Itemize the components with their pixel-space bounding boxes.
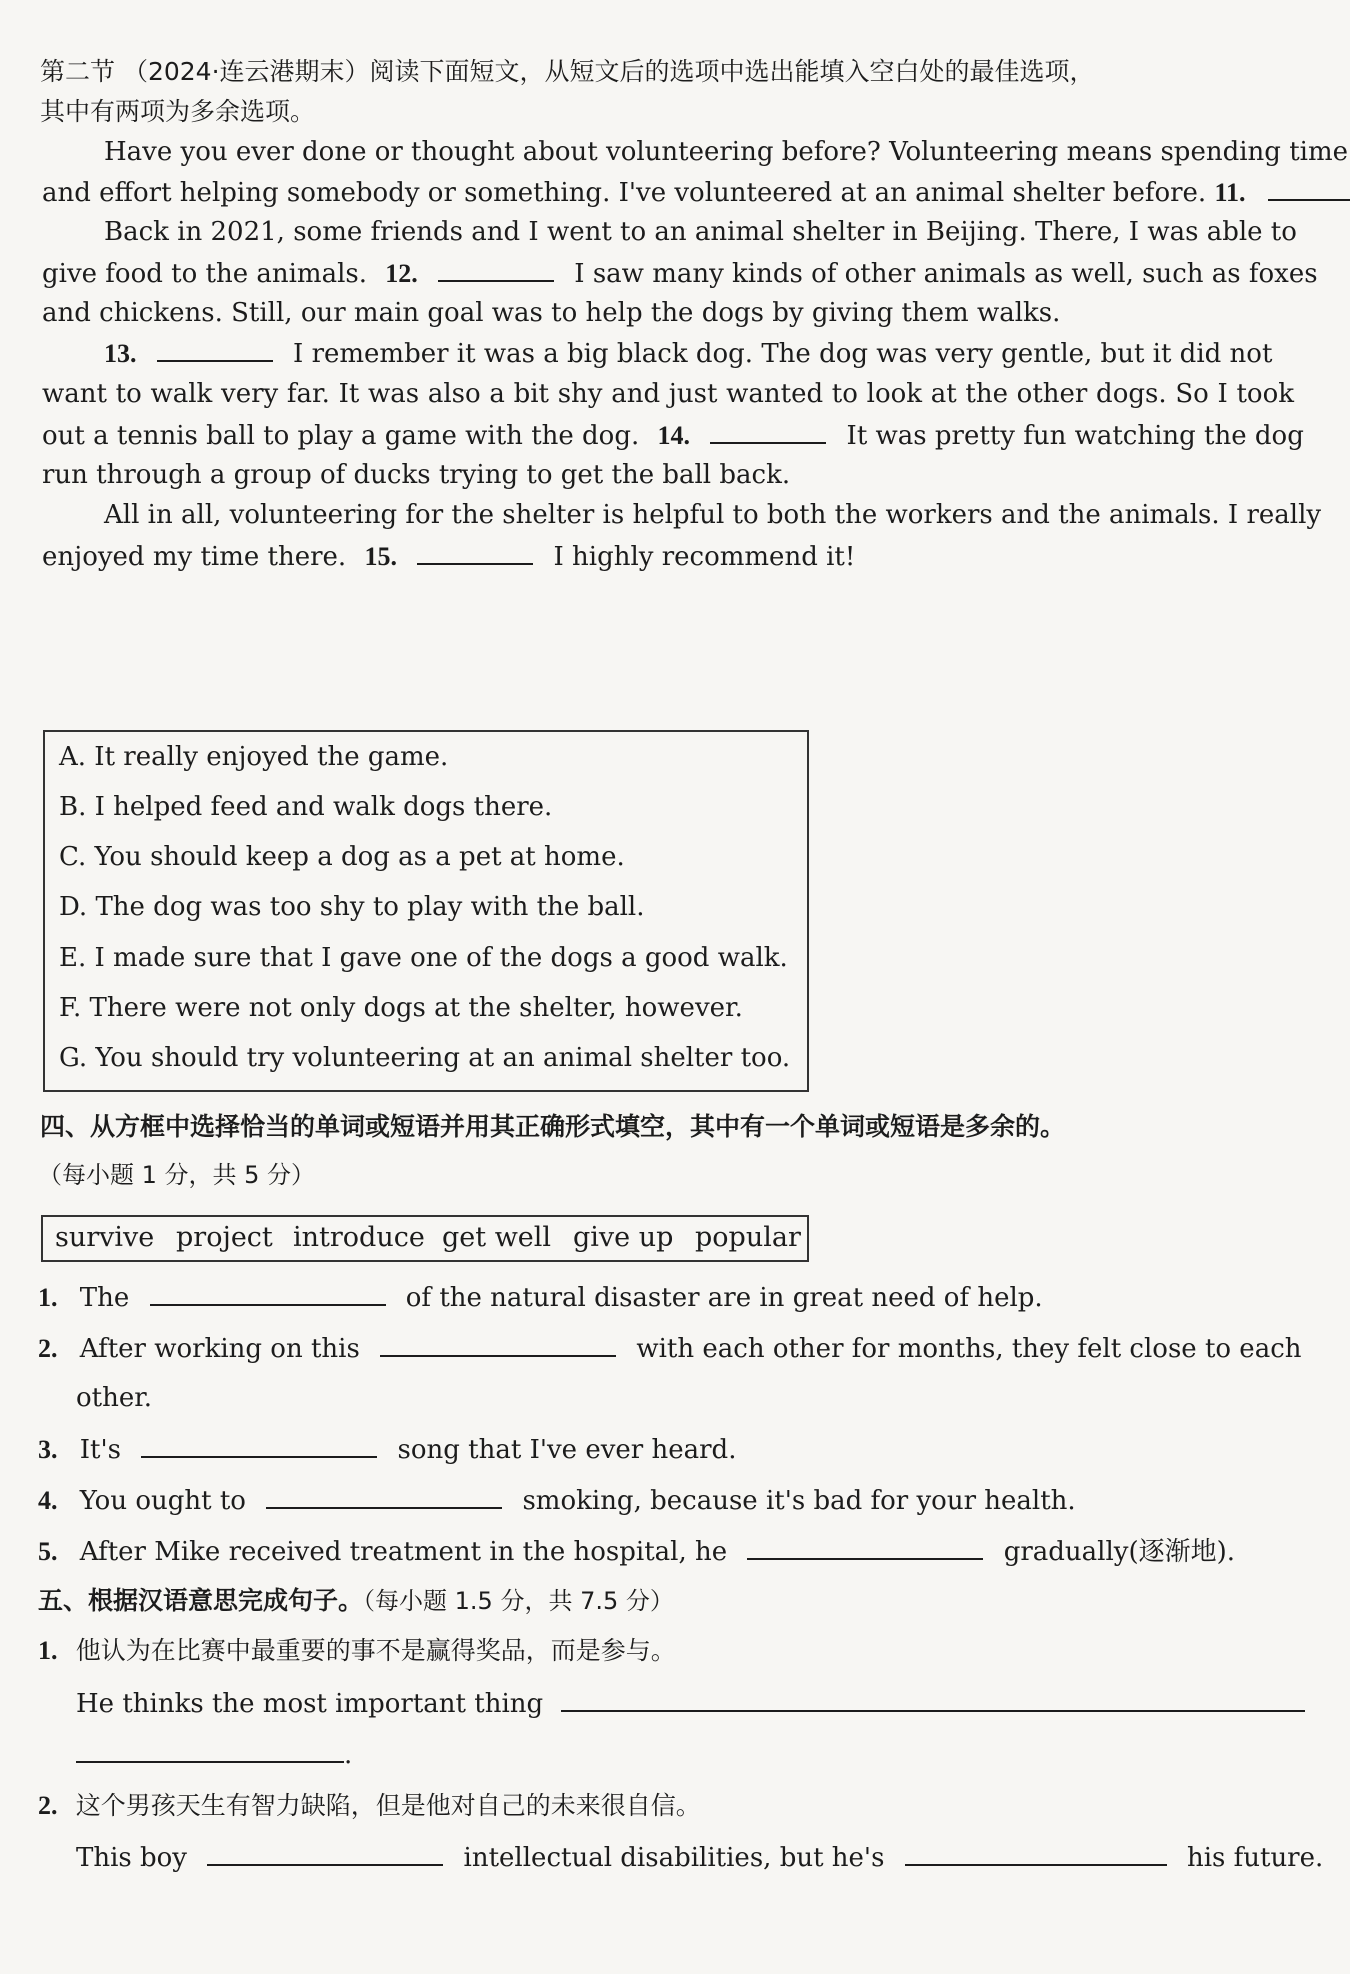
- part4-heading-text: 四、从方框中选择恰当的单词或短语并用其正确形式填空，其中有一个单词或短语是多余的。: [40, 1112, 1066, 1141]
- word-bank-item: project: [176, 1222, 273, 1253]
- passage-line: [42, 458, 790, 492]
- passage-text: I saw many kinds of other animals as well, such as foxes: [574, 259, 1318, 289]
- item-number: 4.: [38, 1486, 58, 1515]
- translate-item-1-en: [76, 1686, 1305, 1721]
- part4-heading: [40, 1110, 1065, 1144]
- question-number: 14.: [657, 421, 691, 450]
- passage-text: All in all, volunteering for the shelter is helpful to both the workers and the animals. I really: [104, 500, 1322, 530]
- answer-blank[interactable]: [266, 1483, 502, 1509]
- passage-line: [104, 336, 1272, 371]
- item-text: gradually(逐渐地).: [1003, 1537, 1236, 1567]
- translate-item-1-cont: [76, 1737, 352, 1772]
- word-bank-item: popular: [695, 1222, 801, 1253]
- item-number: 3.: [38, 1435, 58, 1464]
- translate-item-1: [38, 1634, 676, 1668]
- option-b[interactable]: B. I helped feed and walk dogs there.: [59, 792, 553, 822]
- passage-line: [104, 215, 1297, 249]
- item-text: He thinks the most important thing: [76, 1689, 544, 1719]
- translate-item-2: [38, 1789, 701, 1823]
- passage-line: [104, 498, 1322, 532]
- passage-line: [42, 296, 1060, 330]
- passage-text: enjoyed my time there.: [42, 542, 347, 572]
- item-text: The: [79, 1283, 130, 1313]
- passage-text: Back in 2021, some friends and I went to an animal shelter in Beijing. There, I was able to: [104, 217, 1297, 247]
- passage-text: give food to the animals.: [42, 259, 367, 289]
- item-text: other.: [76, 1383, 153, 1413]
- fill-item-4: [38, 1483, 1076, 1518]
- item-number: 2.: [38, 1791, 58, 1820]
- answer-blank[interactable]: [150, 1280, 386, 1306]
- translate-item-2-en: [76, 1840, 1323, 1875]
- item-text: .: [344, 1740, 353, 1770]
- item-text: It's: [79, 1435, 121, 1465]
- passage-text: I highly recommend it!: [553, 542, 856, 572]
- passage-line: [42, 418, 1304, 453]
- option-a[interactable]: A. It really enjoyed the game.: [59, 742, 449, 772]
- word-bank-box: [41, 1215, 809, 1262]
- item-text: After working on this: [79, 1334, 360, 1364]
- answer-blank-13[interactable]: [157, 336, 273, 362]
- option-c[interactable]: C. You should keep a dog as a pet at home.: [59, 842, 625, 872]
- answer-blank[interactable]: [747, 1534, 983, 1560]
- answer-blank[interactable]: [380, 1331, 616, 1357]
- option-e[interactable]: E. I made sure that I gave one of the dogs a good walk.: [59, 943, 788, 973]
- passage-text: Have you ever done or thought about volunteering before? Volunteering means spending time: [104, 137, 1349, 167]
- answer-blank[interactable]: [207, 1840, 443, 1866]
- item-text: You ought to: [79, 1486, 246, 1516]
- answer-blank[interactable]: [141, 1432, 377, 1458]
- answer-blank[interactable]: [76, 1737, 344, 1763]
- option-d[interactable]: D. The dog was too shy to play with the ball.: [59, 892, 645, 922]
- answer-blank-15[interactable]: [417, 539, 533, 565]
- section-heading: [40, 55, 1095, 89]
- item-number: 1.: [38, 1636, 58, 1665]
- word-bank-item: get well: [442, 1222, 552, 1253]
- word-bank-item: give up: [573, 1222, 674, 1253]
- passage-line: [42, 175, 1350, 210]
- section-heading-cont-text: 其中有两项为多余选项。: [40, 97, 316, 126]
- section-heading-cont: [40, 95, 315, 129]
- part4-score-text: （每小题 1 分，共 5 分）: [38, 1161, 316, 1189]
- answer-blank[interactable]: [905, 1840, 1167, 1866]
- item-text: This boy: [76, 1843, 187, 1873]
- passage-text: I remember it was a big black dog. The dog was very gentle, but it did not: [293, 339, 1273, 369]
- item-text: of the natural disaster are in great need of help.: [405, 1283, 1043, 1313]
- question-number: 12.: [385, 259, 418, 288]
- question-number: 13.: [104, 339, 137, 368]
- item-text: song that I've ever heard.: [397, 1435, 737, 1465]
- question-number: 15.: [364, 542, 397, 571]
- item-text: smoking, because it's bad for your health.: [522, 1486, 1076, 1516]
- item-text: his future.: [1186, 1843, 1324, 1873]
- passage-line: [42, 377, 1294, 411]
- passage-line: [104, 135, 1349, 169]
- question-number: 11.: [1214, 178, 1246, 207]
- part5-heading: [38, 1584, 674, 1618]
- section-heading-text: 第二节 （2024·连云港期末）阅读下面短文，从短文后的选项中选出能填入空白处的最佳选项，: [40, 57, 1095, 86]
- part5-heading-text: 五、根据汉语意思完成句子。: [38, 1586, 364, 1615]
- item-chinese: 这个男孩天生有智力缺陷，但是他对自己的未来很自信。: [75, 1791, 701, 1820]
- item-text: with each other for months, they felt close to each: [636, 1334, 1302, 1364]
- item-chinese: 他认为在比赛中最重要的事不是赢得奖品，而是参与。: [75, 1636, 676, 1665]
- fill-item-5: [38, 1534, 1235, 1569]
- item-number: 1.: [38, 1283, 58, 1312]
- passage-line: [42, 256, 1318, 291]
- option-f[interactable]: F. There were not only dogs at the shelter, however.: [59, 993, 743, 1023]
- passage-text: run through a group of ducks trying to get the ball back.: [42, 460, 791, 490]
- answer-blank-12[interactable]: [438, 256, 554, 282]
- item-text: intellectual disabilities, but he's: [463, 1843, 885, 1873]
- word-bank-item: survive: [55, 1222, 155, 1253]
- passage-line: [42, 539, 855, 574]
- word-bank-item: introduce: [293, 1222, 425, 1253]
- item-number: 2.: [38, 1334, 58, 1363]
- answer-blank[interactable]: [561, 1686, 1305, 1712]
- fill-item-3: [38, 1432, 736, 1467]
- fill-item-2: [38, 1331, 1302, 1366]
- options-box: [43, 730, 809, 1092]
- fill-item-2-cont: [76, 1381, 152, 1415]
- part4-score: [38, 1158, 315, 1192]
- option-g[interactable]: G. You should try volunteering at an animal shelter too.: [59, 1043, 791, 1073]
- part5-score: （每小题 1.5 分，共 7.5 分）: [363, 1587, 674, 1615]
- answer-blank-11[interactable]: [1268, 175, 1350, 201]
- passage-text: It was pretty fun watching the dog: [846, 421, 1304, 451]
- passage-text: want to walk very far. It was also a bit shy and just wanted to look at the other dogs. So I took: [42, 379, 1294, 409]
- answer-blank-14[interactable]: [710, 418, 826, 444]
- item-number: 5.: [38, 1537, 58, 1566]
- item-text: After Mike received treatment in the hospital, he: [79, 1537, 728, 1567]
- fill-item-1: [38, 1280, 1043, 1315]
- passage-text: and chickens. Still, our main goal was to help the dogs by giving them walks.: [42, 298, 1061, 328]
- passage-text: and effort helping somebody or something. I've volunteered at an animal shelter before.: [42, 178, 1207, 208]
- passage-text: out a tennis ball to play a game with the dog.: [42, 421, 640, 451]
